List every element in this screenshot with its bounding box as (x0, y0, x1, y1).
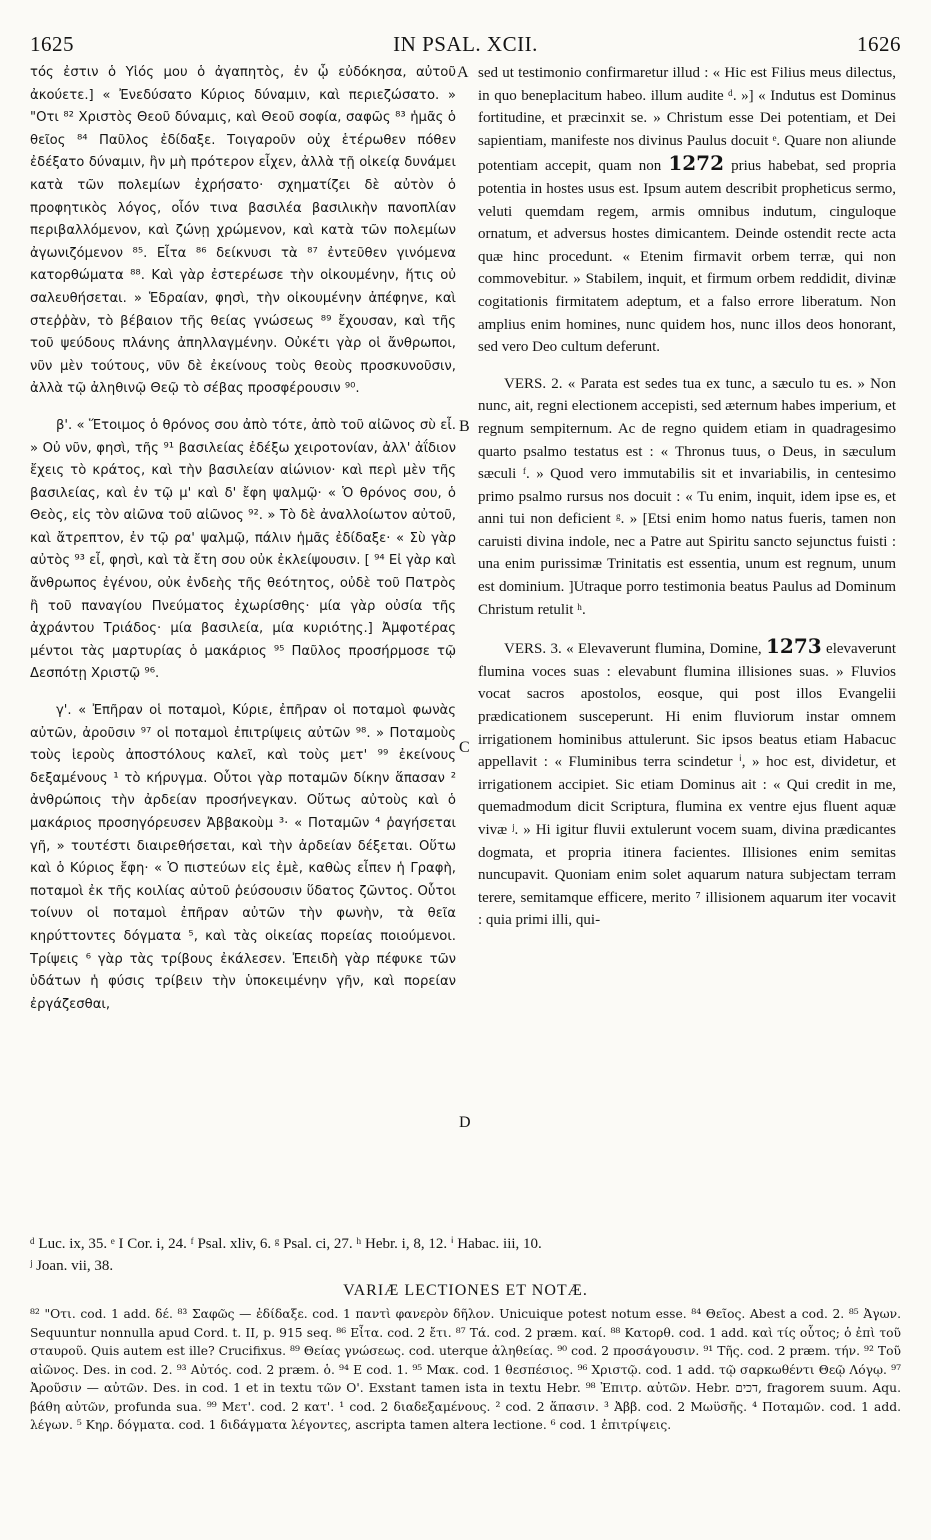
greek-paragraph-3: γ'. « Ἐπῆραν οἱ ποταμοὶ, Κύριε, ἐπῆραν οἱ ποταμοὶ φωνὰς αὐτῶν, ἀροῦσιν ⁹⁷ οἱ ποταμοὶ ἐπιτρίψεις αὐτῶν ⁹⁸. » Ποταμοὺς τοὺς ἱεροὺς ἀποστόλους καλεῖ, καὶ τοὺς μετ' ⁹⁹ ἐκείνους δεξαμένους ¹ τὸ κήρυγμα. Οὗτοι γὰρ ποταμῶν δίκην ἅπασαν ² ἀνθρώποις τὴν ἀρδείαν προσήνεγκαν. Οὕτως αὐτοὺς καὶ ὁ μακάριος προσηγόρευσεν Ἀββακοὺμ ³· « Ποταμῶν ⁴ ῥαγήσεται γῆ, » τουτέστι διαιρεθήσεται, καὶ τὴν ἀρδείαν δέξεται. Οὕτω καὶ ὁ Κύριος ἔφη· « Ὁ πιστεύων εἰς ἐμὲ, καθὼς εἶπεν ἡ Γραφὴ, ποταμοὶ ἐκ τῆς κοιλίας αὐτοῦ ῥεύσουσιν ὕδατος ζῶντος. Οὗτοι τοίνυν οἱ ποταμοὶ ἐπῆραν αὐτῶν τὴν φωνὴν, τὰ θεῖα κηρύττοντες δόγματα ⁵, καὶ τὰς οἰκείας πορείας ποιούμενοι. Τρίψεις ⁶ γὰρ τὰς τρίβους ἐκάλεσεν. Ἐπειδὴ γὰρ πέφυκε τῶν ὑδάτων ἡ φύσις τρίβειν τὴν ὑποκειμένην γῆν, καὶ πορείαν ἐργάζεσθαι, (30, 703, 456, 1012)
variant-readings-notes: ⁸² "Οτι. cod. 1 add. δέ. ⁸³ Σαφῶς — ἐδίδαξε. cod. 1 παντὶ φανερὸν δῆλον. Unicuique potest notum esse. ⁸⁴ Θεῖος. Abest a cod. 2. ⁸⁵ Ἀγων. Sequuntur nonnulla apud Cord. t. II, p. 915 seq. ⁸⁶ Εἶτα. cod. 2 ἔτι. ⁸⁷ Τά. cod. 2 præm. καί. ⁸⁸ Κατορθ. cod. 1 add. καὶ τίς οὗτος; ὁ ἐπὶ τοῦ σταυροῦ. Quis autem est ille? Crucifixus. ⁸⁹ Θείας γνώσεως. cod. uterque ἀληθείας. ⁹⁰ cod. 2 προσάγουσιν. ⁹¹ Τῆς. cod. 2 præm. τήν. ⁹² Τοῦ αἰῶνος. Des. in cod. 2. ⁹³ Αὐτός. cod. 2 præm. ὁ. ⁹⁴ E cod. 1. ⁹⁵ Μακ. cod. 1 θεσπέσιος. ⁹⁶ Χριστῷ. cod. 1 add. τῷ σαρκωθέντι Θεῷ Λόγῳ. ⁹⁷ Ἀροῦσιν — αὐτῶν. Des. in cod. 1 et in textu τῶν O'. Exstant tamen ista in textu Hebr. ⁹⁸ Ἐπιτρ. αὐτῶν. Hebr. דכים, fragorem suum. Aqu. βάθη αὐτῶν, profunda sua. ⁹⁹ Μετ'. cod. 2 κατ'. ¹ cod. 2 διαδεξαμένους. ² cod. 2 ἅπασιν. ³ Ἀββ. cod. 2 Μωϋσῆς. ⁴ Ποταμῶν. cod. 1 add. λέγων. ⁵ Κηρ. δόγματα. cod. 1 διδάγματα λέγοντες, ascripta tamen altera lectione. ⁶ cod. 1 ἐπιτρίψεις. (30, 1307, 901, 1432)
column-number-1272: 1272 (668, 151, 724, 176)
footnote-line-2: ʲ Joan. vii, 38. (30, 1258, 114, 1274)
footnotes (30, 1233, 901, 1277)
greek-paragraph-1: τός ἐστιν ὁ Υἱός μου ὁ ἀγαπητὸς, ἐν ᾧ εὐδόκησα, αὐτοῦ ἀκούετε.] « Ἐνεδύσατο Κύριος δύναμιν, καὶ περιεζώσατο. » "Οτι ⁸² Χριστὸς Θεοῦ δύναμις, καὶ Θεοῦ σοφία, σαφῶς ⁸³ ἡμᾶς ὁ θεῖος ⁸⁴ Παῦλος ἐδίδαξε. Τοιγαροῦν οὐχ ἑτέρωθεν πόθεν ἐδέξατο δύναμιν, ἣν μὴ πρότερον εἶχεν, ἀλλὰ τῇ οἰκείᾳ δυνάμει κατὰ τῶν πολεμίων ἐχρήσατο· σχηματίζει δὲ αὐτὸν ὁ προφητικὸς λόγος, οἷόν τινα βασιλέα βασιλικὴν πανοπλίαν περιβαλλόμενον, καὶ ζώνῃ χρώμενον, καὶ κατὰ τῶν πολεμίων ἀγωνιζόμενον ⁸⁵. Εἶτα ⁸⁶ δείκνυσι τὰ ⁸⁷ ἐντεῦθεν γινόμενα κατορθώματα ⁸⁸. Καὶ γὰρ ἐστερέωσε τὴν οἰκουμένην, ἥτις οὐ σαλευθήσεται. » Ἑδραίαν, φησὶ, τὴν οἰκουμένην ἀπέφηνε, καὶ στεῤῥὰν, τὸ βέβαιον τῆς θείας γνώσεως ⁸⁹ ἔχουσαν, καὶ τῆς τοῦ ψεύδους πλάνης ἀπηλλαγμένην. Οὐκέτι γὰρ οἱ ἄνθρωποι, νῦν μὲν τούτους, νῦν δὲ ἐκείνους τοὺς θεοὺς προσκυνοῦσιν, ἀλλὰ τῷ ἀληθινῷ Θεῷ τὸ σέβας προσφέρουσιν ⁹⁰. (30, 65, 456, 397)
margin-letter-b: B (459, 418, 470, 435)
latin-paragraph-1 (478, 62, 896, 359)
page-number-right: 1626 (857, 32, 901, 56)
margin-letter-c: C (459, 739, 470, 756)
latin-paragraph-1-text-b: prius habebat, sed propria potentia in hostes usus est. Ipsum autem describit propheticus sermo, veluti quemdam regem, armis omnibus indutum, cinguloque ornatum, et adversus hostes dimicantem. Deinde ostendit recte acta quæ hinc procedunt. « Etenim firmavit orbem terræ, qui non commovebitur. » Stabilem, inquit, et firmum orbem reddidit, divinæ cogitationis firmitatem adeptum, et a falso errore liberatum. Non amplius enim homines, nunc quidem hos, nunc illos deos honorant, sed vero Deo cultum deferunt. (478, 158, 897, 356)
latin-paragraph-1-text-a: sed ut testimonio confirmaretur illud : « Hic est Filius meus dilectus, in quo beneplacitum habeo. illum audite ᵈ. »] « Indutus est Dominus fortitudine, et præcinxit se. » Christum esse Dei potentiam, et Dei sapientiam, manifeste nos divinus Paulus docuit ᵉ. Quare non aliunde potentiam accepit, quam non (478, 65, 896, 175)
page-number-left: 1625 (30, 32, 74, 56)
margin-letter-a: A (457, 64, 469, 81)
page-header (30, 32, 901, 58)
latin-paragraph-3 (478, 635, 896, 932)
greek-paragraph-2: β'. « Ἕτοιμος ὁ θρόνος σου ἀπὸ τότε, ἀπὸ τοῦ αἰῶνος σὺ εἶ. » Οὐ νῦν, φησὶ, τῆς ⁹¹ βασιλείας ἐδέξω χειροτονίαν, ἀλλ' ἀΐδιον ἔχεις τὸ κράτος, καὶ τὴν βασιλείαν αἰώνιον· καὶ περὶ μὲν τῆς βασιλείας, καὶ ἐν τῷ μ' καὶ δ' ἔφη ψαλμῷ· « Ὁ θρόνος σου, ὁ Θεὸς, εἰς τὸν αἰῶνα τοῦ αἰῶνος ⁹². » Τὸ δὲ ἀναλλοίωτον αὐτοῦ, καὶ ἄτρεπτον, ἐν τῷ ρα' ψαλμῷ, πάλιν ἡμᾶς ἐδίδαξε· « Σὺ γὰρ αὐτὸς ⁹³ εἶ, φησὶ, καὶ τὰ ἔτη σου οὐκ ἐκλείψουσιν. [ ⁹⁴ Εἰ γὰρ καὶ ἄνθρωπος ἐγένου, οὐκ ἐνδεὴς τῆς θεότητος, οὐδὲ τοῦ Πατρὸς ἢ τοῦ παναγίου Πνεύματος ἐχωρίσθης· μία γὰρ οὐσία τῆς ἀχράντου Τριάδος· μία βασιλεία, μία κυριότης.] Ἀμφοτέρας μέντοι τὰς μαρτυρίας ὁ μακάριος ⁹⁵ Παῦλος προσήρμοσε τῷ Δεσπότῃ Χριστῷ ⁹⁶. (30, 417, 456, 682)
margin-letter-d: D (459, 1114, 471, 1131)
latin-paragraph-3-text-a: VERS. 3. « Elevaverunt flumina, Domine, (504, 641, 762, 658)
latin-column (478, 62, 896, 932)
column-number-1273: 1273 (766, 634, 822, 659)
notes-title: VARIÆ LECTIONES ET NOTÆ. (343, 1282, 588, 1299)
latin-paragraph-3-text-b: elevaverunt flumina voces suas : elevabunt flumina illisiones suas. » Fluvios vocat sacros apostolos, eosque, qui post illos Evangelii prædicationem susceperunt. Hi enim fluviorum instar omnem irrigationem hominibus attulerunt. Sic ipsos beatus etiam Habacuc appellavit : « Fluminibus terra scindetur ⁱ, » hoc est, dividetur, et irrigationem accipiet. Sic etiam Dominus ait : « Qui credit in me, quemadmodum dicit Scriptura, flumina ex ventre ejus fluent aquæ vivæ ʲ. » Hi igitur fluvii extulerunt vocem suam, divina prædicantes dogmata, et propria itinera facientes. Illisiones enim semitas nuncupavit. Quoniam enim solet aquarum natura subjectam terram terere, semitamque efficere, merito ⁷ illisionem aquarum iter vocavit : quia primi illi, qui- (478, 641, 897, 929)
footnote-line-1: ᵈ Luc. ix, 35. ᵉ I Cor. i, 24. ᶠ Psal. xliv, 6. ᵍ Psal. ci, 27. ʰ Hebr. i, 8, 12. ⁱ Habac. iii, 10. (30, 1236, 542, 1252)
running-title: IN PSAL. XCII. (393, 32, 538, 56)
latin-paragraph-2: VERS. 2. « Parata est sedes tua ex tunc, a sæculo tu es. » Non nunc, ait, regni electionem accepisti, sed æternum habes imperium, et regnum sempiternum. Ac de regno quidem etiam in quadragesimo quarto psalmo testatus est : « Thronus tuus, o Deus, in sæculum sæculi ᶠ. » Quod vero immutabilis sit et invariabilis, in centesimo primo psalmo rursus nos docuit : « Tu enim, inquit, idem ipse es, et anni tui non deficient ᵍ. » [Etsi enim homo natus fueris, tamen non caruisti divina indole, nec a Patre aut Spiritu sancto sejunctus fuisti : una enim purissimæ Trinitatis est essentia, unum est regnum, unum est dominium. ]Utraque porro testimonia beatus Paulus ad Dominum Christum retulit ʰ. (478, 375, 896, 618)
greek-column (30, 62, 456, 1016)
